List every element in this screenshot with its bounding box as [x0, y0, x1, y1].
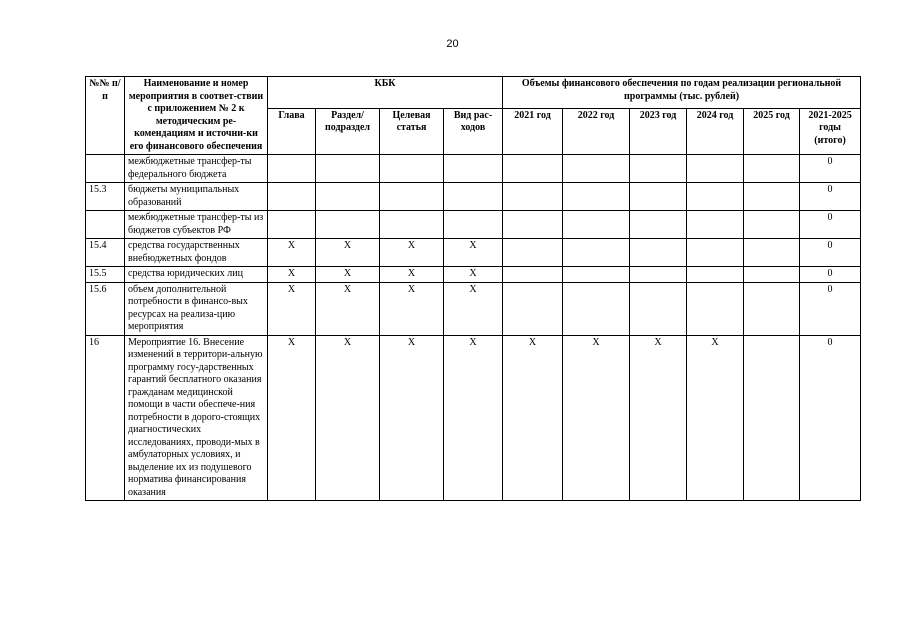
kbk-cell: X	[444, 267, 503, 283]
year-cell	[563, 155, 630, 183]
kbk-cell: X	[380, 239, 444, 267]
kbk-cell: X	[380, 267, 444, 283]
kbk-cell	[316, 183, 380, 211]
row-number-cell	[86, 155, 125, 183]
year-cell	[744, 155, 800, 183]
kbk-cell	[316, 155, 380, 183]
year-cell	[503, 183, 563, 211]
year-cell	[563, 267, 630, 283]
kbk-cell	[380, 211, 444, 239]
year-cell	[503, 155, 563, 183]
kbk-cell: X	[380, 282, 444, 335]
year-cell	[503, 211, 563, 239]
year-cell	[630, 211, 687, 239]
year-cell	[744, 282, 800, 335]
kbk-cell: X	[268, 267, 316, 283]
col-header-glava: Глава	[268, 108, 316, 154]
kbk-cell	[316, 211, 380, 239]
year-cell	[744, 183, 800, 211]
kbk-cell: X	[444, 239, 503, 267]
col-group-volumes: Объемы финансового обеспечения по годам реализации региональной программы (тыс. рублей)	[503, 77, 861, 109]
year-cell: 0	[800, 282, 861, 335]
kbk-cell: X	[316, 239, 380, 267]
kbk-cell: X	[316, 282, 380, 335]
col-header-num: №№ п/п	[86, 77, 125, 155]
page-number: 20	[446, 38, 459, 50]
col-header-2024: 2024 год	[687, 108, 744, 154]
col-header-name: Наименование и номер мероприятия в соответ-ствии с приложением № 2 к методическим ре-комендациям и источни-ки его финансового обеспечения	[125, 77, 268, 155]
row-name-cell: Мероприятие 16. Внесение изменений в территори-альную программу госу-дарственных гарантий бесплатного оказания гражданам медицинской помощи в части обеспече-ния потребности в дорого-стоящих диагностических исследованиях, проводи-мых в амбулаторных условиях, и выделение их из подушевого норматива финансирования оказания	[125, 335, 268, 501]
year-cell	[687, 239, 744, 267]
year-cell: 0	[800, 335, 861, 501]
col-header-2022: 2022 год	[563, 108, 630, 154]
row-name-cell: межбюджетные трансфер-ты федерального бюджета	[125, 155, 268, 183]
kbk-cell	[444, 183, 503, 211]
year-cell	[687, 155, 744, 183]
table-row	[86, 267, 861, 283]
year-cell: X	[630, 335, 687, 501]
year-cell	[687, 211, 744, 239]
kbk-cell: X	[316, 335, 380, 501]
kbk-cell: X	[268, 335, 316, 501]
row-name-cell: объем дополнительной потребности в финансо-вых ресурсах на реализа-цию мероприятия	[125, 282, 268, 335]
kbk-cell	[268, 211, 316, 239]
year-cell	[687, 183, 744, 211]
kbk-cell: X	[268, 282, 316, 335]
kbk-cell	[268, 155, 316, 183]
year-cell	[630, 155, 687, 183]
kbk-cell: X	[268, 239, 316, 267]
year-cell: 0	[800, 183, 861, 211]
col-header-celevaya: Целевая статья	[380, 108, 444, 154]
kbk-cell	[268, 183, 316, 211]
row-number-cell: 15.3	[86, 183, 125, 211]
year-cell	[630, 267, 687, 283]
table-row	[86, 239, 861, 267]
year-cell	[630, 183, 687, 211]
year-cell	[563, 282, 630, 335]
year-cell	[687, 282, 744, 335]
table-row	[86, 282, 861, 335]
year-cell: 0	[800, 267, 861, 283]
kbk-cell: X	[444, 335, 503, 501]
year-cell: 0	[800, 155, 861, 183]
col-group-kbk: КБК	[268, 77, 503, 109]
kbk-cell	[444, 211, 503, 239]
row-number-cell	[86, 211, 125, 239]
year-cell	[744, 267, 800, 283]
kbk-cell	[444, 155, 503, 183]
table-row	[86, 211, 861, 239]
year-cell: X	[687, 335, 744, 501]
col-header-2023: 2023 год	[630, 108, 687, 154]
year-cell: 0	[800, 211, 861, 239]
row-number-cell: 15.4	[86, 239, 125, 267]
col-header-total: 2021-2025 годы (итого)	[800, 108, 861, 154]
row-name-cell: средства юридических лиц	[125, 267, 268, 283]
col-header-2021: 2021 год	[503, 108, 563, 154]
row-number-cell: 16	[86, 335, 125, 501]
year-cell: X	[503, 335, 563, 501]
year-cell	[503, 239, 563, 267]
year-cell: X	[563, 335, 630, 501]
financing-table	[85, 76, 861, 501]
row-name-cell: средства государственных внебюджетных фондов	[125, 239, 268, 267]
col-header-vid: Вид рас-ходов	[444, 108, 503, 154]
year-cell	[630, 282, 687, 335]
year-cell	[687, 267, 744, 283]
year-cell	[503, 267, 563, 283]
row-name-cell: межбюджетные трансфер-ты из бюджетов субъектов РФ	[125, 211, 268, 239]
year-cell	[744, 211, 800, 239]
col-header-2025: 2025 год	[744, 108, 800, 154]
row-number-cell: 15.6	[86, 282, 125, 335]
year-cell	[744, 335, 800, 501]
year-cell	[563, 211, 630, 239]
table-row	[86, 335, 861, 501]
col-header-razdel: Раздел/ подраздел	[316, 108, 380, 154]
row-name-cell: бюджеты муниципальных образований	[125, 183, 268, 211]
row-number-cell: 15.5	[86, 267, 125, 283]
year-cell	[630, 239, 687, 267]
table-row	[86, 183, 861, 211]
kbk-cell: X	[380, 335, 444, 501]
year-cell	[563, 239, 630, 267]
kbk-cell: X	[316, 267, 380, 283]
kbk-cell: X	[444, 282, 503, 335]
table-row	[86, 155, 861, 183]
kbk-cell	[380, 155, 444, 183]
year-cell	[503, 282, 563, 335]
header-row-1	[86, 77, 861, 109]
year-cell: 0	[800, 239, 861, 267]
year-cell	[563, 183, 630, 211]
kbk-cell	[380, 183, 444, 211]
year-cell	[744, 239, 800, 267]
